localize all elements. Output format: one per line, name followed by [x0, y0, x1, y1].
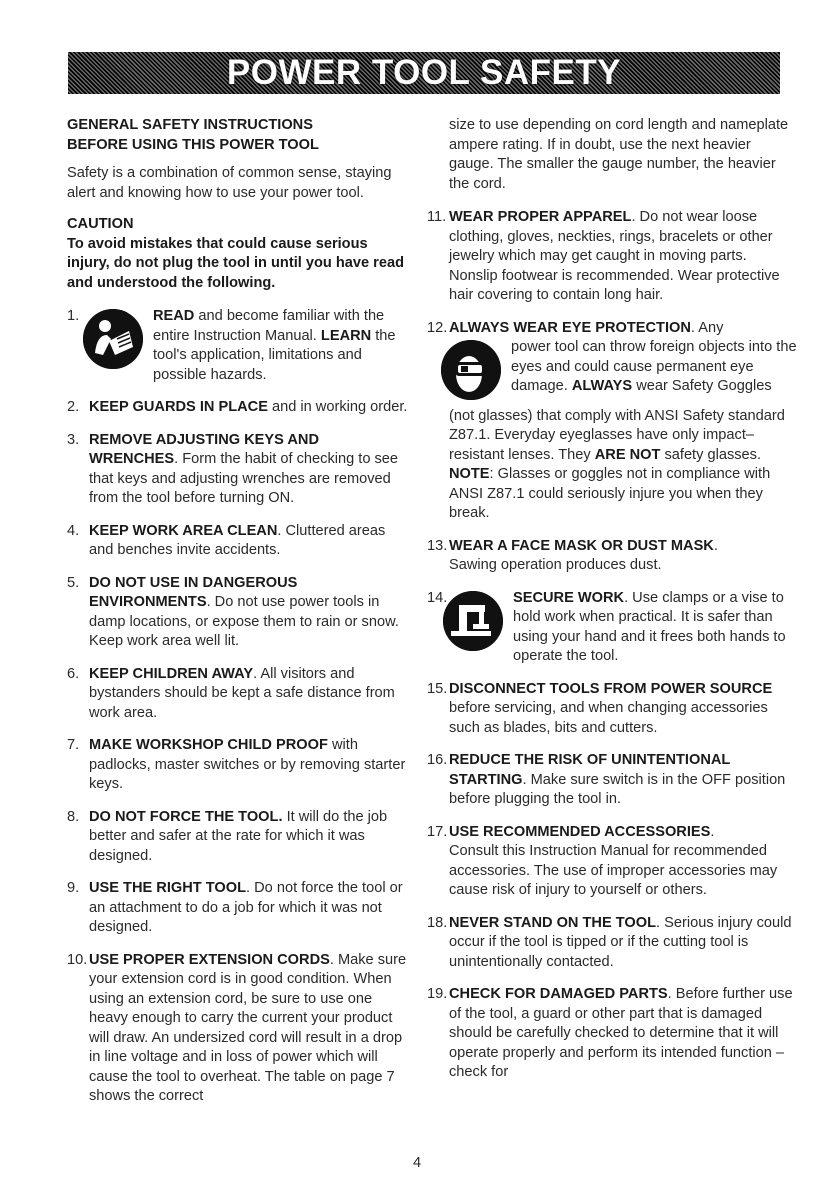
item-text: . Before further use of the tool, a guard or other part that is damaged should be carefully checked to determine that it will operate properly and perform its intended function – check for [449, 986, 793, 1080]
page-number: 4 [413, 1155, 422, 1171]
list-item [427, 680, 797, 739]
item-text: . All visitors and bystanders should be kept a safe distance from work area. [89, 665, 395, 721]
item-keyword: REMOVE ADJUSTING KEYS AND WRENCHES [89, 431, 320, 467]
list-item [67, 736, 412, 795]
item-text: . Do not force the tool or an attachment to do a job for which it was not designed. [89, 880, 403, 935]
item-text: safety glasses. [660, 446, 762, 463]
item-keyword: USE RECOMMENDED ACCESSORIES [449, 823, 711, 840]
item-number: 3. [67, 431, 80, 448]
item-text: before servicing, and when changing accessories such as blades, bits and cutters. [449, 700, 768, 736]
item-text: (not glasses) that comply with ANSI Safety standard Z87.1. Everyday eyeglasses have only impact–resistant lenses. They [449, 407, 785, 463]
item-text: . Serious injury could occur if the tool is tipped or if the cutting tool is unintentionally contacted. [449, 914, 792, 970]
list-item [67, 808, 412, 867]
caution-title: CAUTION [67, 216, 134, 232]
item-number: 5. [67, 574, 80, 591]
item-keyword: USE PROPER EXTENSION CORDS [89, 951, 330, 968]
item-keyword: SECURE WORK [513, 589, 625, 606]
item-keyword: KEEP CHILDREN AWAY [89, 665, 254, 682]
item-text: . Do not wear loose clothing, gloves, neckties, rings, bracelets or other jewelry which may get caught in moving parts. Nonslip footwear is recommended. Wear protective hair covering to contain long hair. [449, 209, 780, 303]
item-text: the tool's application, limitations and possible hazards. [153, 327, 396, 383]
list-item [67, 951, 412, 1107]
item-text: . Make sure your extension cord is in good condition. When using an extension cord, be sure to use one heavy enough to carry the current your product will draw. An undersized cord will result in a drop in line voltage and in loss of power which will cause the tool to overheat. The table on page 7 shows the correct [89, 951, 407, 1104]
item-keyword: LEARN [320, 327, 372, 344]
item-number: 2. [67, 399, 80, 415]
item-number: 8. [67, 808, 80, 825]
page-title: POWER TOOL SAFETY [226, 53, 622, 92]
item-text: and become familiar with the entire Instruction Manual. [153, 308, 385, 344]
item-text: . Use clamps or a vise to hold work when practical. It is safer than using your hand and it frees both hands to operate the tool. [513, 589, 786, 664]
list-item [427, 208, 797, 306]
item-text: Consult this Instruction Manual for recommended accessories. The use of improper accessories may cause risk of injury to yourself or others. [449, 843, 778, 898]
list-item [67, 879, 412, 938]
item-number: 14. [427, 589, 448, 606]
item-number: 10. [67, 951, 88, 968]
list-item [427, 319, 797, 524]
item-number: 4. [67, 522, 80, 539]
list-item [427, 985, 797, 1083]
item-keyword: ARE NOT [594, 446, 661, 463]
item-text: . Form the habit of checking to see that keys and adjusting wrenches are removed from the tool before turning ON. [89, 451, 399, 506]
item-number: 19. [427, 986, 448, 1002]
item-number: 11. [427, 209, 447, 225]
item-keyword: KEEP WORK AREA CLEAN [89, 522, 278, 539]
item-keyword: MAKE WORKSHOP CHILD PROOF [89, 737, 328, 753]
item-keyword: DISCONNECT TOOLS FROM POWER SOURCE [449, 680, 773, 697]
clamp-icon [443, 591, 503, 651]
list-item [67, 522, 412, 561]
title-banner [68, 52, 780, 94]
left-column [67, 116, 412, 1107]
item-text: It will do the job better and safer at the rate for which it was designed. [89, 808, 388, 864]
right-column [427, 116, 797, 1083]
item-text: . [710, 823, 715, 840]
intro-paragraph: Safety is a combination of common sense, staying alert and knowing how to use your power tool. [67, 165, 392, 201]
list-item [67, 431, 412, 509]
item-keyword: REDUCE THE RISK OF UNINTENTIONAL STARTING [449, 752, 731, 788]
item-number: 16. [427, 752, 448, 768]
item-keyword: NEVER STAND ON THE TOOL [449, 914, 657, 931]
read-manual-icon [83, 309, 143, 369]
item-keyword: ALWAYS WEAR EYE PROTECTION [449, 319, 691, 336]
list-item [427, 589, 797, 667]
list-item [427, 914, 797, 973]
list-item [67, 574, 412, 652]
item-number: 13. [427, 537, 448, 554]
item-keyword: READ [153, 308, 195, 324]
item-number: 12. [427, 319, 448, 336]
item-keyword: KEEP GUARDS IN PLACE [89, 399, 268, 415]
item-text: wear Safety Goggles [632, 378, 772, 394]
item-keyword: CHECK FOR DAMAGED PARTS [449, 986, 668, 1002]
item-number: 1. [67, 308, 80, 324]
item-number: 18. [427, 914, 448, 931]
item-text: and in working order. [267, 399, 408, 415]
item-keyword: USE THE RIGHT TOOL [89, 880, 247, 896]
item-keyword: DO NOT FORCE THE TOOL. [89, 808, 283, 825]
section-heading: GENERAL SAFETY INSTRUCTIONS [67, 117, 313, 133]
item-number: 17. [427, 823, 448, 840]
item-number: 7. [67, 737, 80, 753]
item-text: . Any [690, 319, 724, 336]
list-item [427, 537, 797, 576]
list-item [427, 823, 797, 901]
item-text: with padlocks, master switches or by removing starter keys. [89, 737, 406, 792]
item-text: : Glasses or goggles not in compliance with ANSI Z87.1 could seriously injure you when they break. [449, 466, 771, 521]
continued-text: size to use depending on cord length and nameplate ampere rating. If in doubt, use the next heavier gauge. The smaller the gauge number, the heavier the cord. [449, 117, 789, 192]
item-number: 9. [67, 880, 80, 896]
eye-protection-icon [441, 340, 501, 400]
item-text: . Make sure switch is in the OFF position before plugging the tool in. [449, 771, 786, 807]
item-keyword: WEAR PROPER APPAREL [449, 209, 632, 225]
item-keyword: ALWAYS [571, 378, 633, 394]
item-keyword: NOTE [449, 466, 490, 482]
item-text: . Cluttered areas and benches invite accidents. [89, 522, 386, 558]
list-item [67, 307, 412, 385]
list-item [67, 665, 412, 724]
list-item [67, 398, 412, 418]
caution-block [67, 215, 412, 293]
item-keyword: WEAR A FACE MASK OR DUST MASK [449, 537, 714, 554]
caution-text: To avoid mistakes that could cause serious injury, do not plug the tool in until you have read and understood the following. [67, 235, 405, 291]
section-subheading: BEFORE USING THIS POWER TOOL [67, 136, 319, 153]
item-number: 15. [427, 680, 448, 697]
item-text: power tool can throw foreign objects into the eyes and could cause permanent eye damage. [511, 339, 797, 394]
item-text: Sawing operation produces dust. [449, 557, 662, 573]
list-item [427, 751, 797, 810]
item-number: 6. [67, 665, 80, 682]
item-text: . [713, 537, 718, 554]
item-keyword: DO NOT USE IN DANGEROUS ENVIRONMENTS [89, 574, 298, 610]
item-text: . Do not use power tools in damp locations, or expose them to rain or snow. Keep work area well lit. [89, 594, 399, 649]
